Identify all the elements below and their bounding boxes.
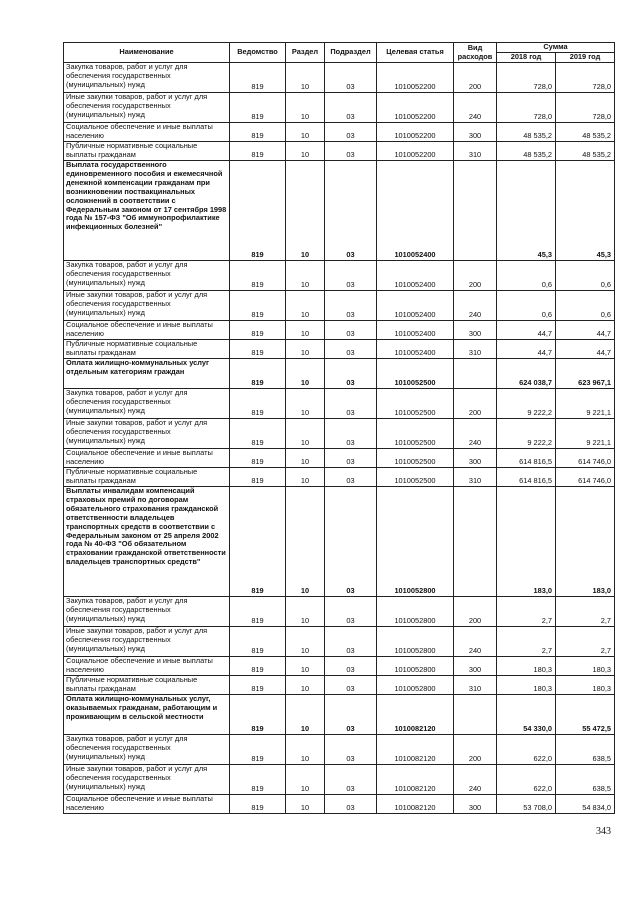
row-2019: 55 472,5 (556, 695, 615, 735)
row-kind: 310 (454, 142, 497, 161)
row-subsection: 03 (325, 63, 377, 93)
table-row (64, 123, 615, 142)
row-name: Закупка товаров, работ и услуг для обеспечения государственных (муниципальных) нужд (64, 597, 230, 627)
row-target: 1010052400 (377, 340, 454, 359)
row-2018: 180,3 (497, 676, 556, 695)
row-subsection: 03 (325, 321, 377, 340)
row-dept: 819 (230, 261, 286, 291)
row-dept: 819 (230, 795, 286, 814)
row-kind: 300 (454, 123, 497, 142)
row-dept: 819 (230, 449, 286, 468)
row-target: 1010082120 (377, 695, 454, 735)
row-name: Иные закупки товаров, работ и услуг для обеспечения государственных (муниципальных) нужд (64, 291, 230, 321)
row-dept: 819 (230, 93, 286, 123)
row-2019: 0,6 (556, 291, 615, 321)
row-target: 1010082120 (377, 765, 454, 795)
row-name: Закупка товаров, работ и услуг для обеспечения государственных (муниципальных) нужд (64, 261, 230, 291)
row-2018: 2,7 (497, 597, 556, 627)
row-2018: 614 816,5 (497, 449, 556, 468)
row-section: 10 (286, 627, 325, 657)
row-target: 1010052500 (377, 468, 454, 487)
table-row (64, 340, 615, 359)
row-dept: 819 (230, 627, 286, 657)
row-target: 1010052400 (377, 291, 454, 321)
row-section: 10 (286, 389, 325, 419)
row-subsection: 03 (325, 487, 377, 597)
row-name: Иные закупки товаров, работ и услуг для обеспечения государственных (муниципальных) нужд (64, 93, 230, 123)
row-target: 1010052200 (377, 93, 454, 123)
row-section: 10 (286, 487, 325, 597)
row-name: Выплаты инвалидам компенсаций страховых премий по договорам обязательного страхования гражданской ответственности владельцев транспортных средств в соответствии с Федеральным законом от 25 апреля 2002 года № 40-ФЗ "Об обязательном страховании гражданской ответственности владельцев транспортных средств" (64, 487, 230, 597)
row-section: 10 (286, 795, 325, 814)
row-section: 10 (286, 449, 325, 468)
row-target: 1010052500 (377, 419, 454, 449)
row-target: 1010052800 (377, 597, 454, 627)
row-kind: 300 (454, 795, 497, 814)
table-row (64, 359, 615, 389)
row-subsection: 03 (325, 261, 377, 291)
row-name: Социальное обеспечение и иные выплаты населению (64, 657, 230, 676)
row-2019: 9 221,1 (556, 389, 615, 419)
row-dept: 819 (230, 340, 286, 359)
row-kind: 240 (454, 93, 497, 123)
row-2018: 622,0 (497, 735, 556, 765)
row-section: 10 (286, 468, 325, 487)
row-2019: 638,5 (556, 735, 615, 765)
row-2019: 728,0 (556, 63, 615, 93)
row-section: 10 (286, 63, 325, 93)
row-name: Иные закупки товаров, работ и услуг для обеспечения государственных (муниципальных) нужд (64, 765, 230, 795)
document-page (63, 42, 615, 814)
row-subsection: 03 (325, 340, 377, 359)
row-2018: 9 222,2 (497, 419, 556, 449)
row-dept: 819 (230, 123, 286, 142)
row-2018: 183,0 (497, 487, 556, 597)
row-2018: 44,7 (497, 321, 556, 340)
row-dept: 819 (230, 468, 286, 487)
table-row (64, 449, 615, 468)
row-target: 1010052400 (377, 261, 454, 291)
row-subsection: 03 (325, 657, 377, 676)
row-subsection: 03 (325, 142, 377, 161)
table-row (64, 389, 615, 419)
row-2018: 44,7 (497, 340, 556, 359)
table-row (64, 161, 615, 261)
row-subsection: 03 (325, 123, 377, 142)
row-name: Социальное обеспечение и иные выплаты населению (64, 123, 230, 142)
table-row (64, 597, 615, 627)
table-row (64, 695, 615, 735)
header-kind: Вид расходов (454, 43, 497, 63)
row-subsection: 03 (325, 449, 377, 468)
header-sum: Сумма (497, 43, 615, 53)
page-number: 343 (596, 826, 611, 837)
table-row (64, 321, 615, 340)
row-kind (454, 359, 497, 389)
row-2018: 624 038,7 (497, 359, 556, 389)
row-section: 10 (286, 161, 325, 261)
row-2018: 180,3 (497, 657, 556, 676)
row-2019: 638,5 (556, 765, 615, 795)
row-dept: 819 (230, 657, 286, 676)
row-kind: 240 (454, 765, 497, 795)
budget-table (63, 42, 615, 814)
table-row (64, 261, 615, 291)
row-subsection: 03 (325, 419, 377, 449)
row-2019: 2,7 (556, 627, 615, 657)
row-2019: 54 834,0 (556, 795, 615, 814)
table-row (64, 142, 615, 161)
row-dept: 819 (230, 359, 286, 389)
row-dept: 819 (230, 765, 286, 795)
row-kind: 200 (454, 261, 497, 291)
table-row (64, 468, 615, 487)
row-kind: 300 (454, 321, 497, 340)
row-kind: 200 (454, 63, 497, 93)
row-section: 10 (286, 291, 325, 321)
row-kind: 310 (454, 676, 497, 695)
row-kind: 300 (454, 657, 497, 676)
row-2018: 0,6 (497, 261, 556, 291)
header-section: Раздел (286, 43, 325, 63)
table-row (64, 657, 615, 676)
row-kind: 310 (454, 468, 497, 487)
row-2018: 614 816,5 (497, 468, 556, 487)
row-2018: 53 708,0 (497, 795, 556, 814)
row-2018: 54 330,0 (497, 695, 556, 735)
row-section: 10 (286, 359, 325, 389)
row-section: 10 (286, 321, 325, 340)
row-2019: 614 746,0 (556, 468, 615, 487)
row-name: Оплата жилищно-коммунальных услуг отдельным категориям граждан (64, 359, 230, 389)
row-target: 1010052800 (377, 657, 454, 676)
row-subsection: 03 (325, 795, 377, 814)
row-dept: 819 (230, 597, 286, 627)
row-dept: 819 (230, 291, 286, 321)
row-dept: 819 (230, 321, 286, 340)
row-2019: 728,0 (556, 93, 615, 123)
table-row (64, 627, 615, 657)
row-subsection: 03 (325, 735, 377, 765)
table-row (64, 487, 615, 597)
row-kind: 300 (454, 449, 497, 468)
row-name: Иные закупки товаров, работ и услуг для обеспечения государственных (муниципальных) нужд (64, 419, 230, 449)
row-subsection: 03 (325, 597, 377, 627)
row-name: Социальное обеспечение и иные выплаты населению (64, 449, 230, 468)
row-kind: 200 (454, 597, 497, 627)
row-target: 1010052400 (377, 161, 454, 261)
row-2018: 48 535,2 (497, 123, 556, 142)
row-name: Публичные нормативные социальные выплаты гражданам (64, 676, 230, 695)
row-kind: 200 (454, 735, 497, 765)
row-name: Выплата государственного единовременного пособия и ежемесячной денежной компенсации гражданам при возникновении поствакцинальных осложнений в соответствии с Федеральным законом от 17 сентября 1998 года № 157-ФЗ "Об иммунопрофилактике инфекционных болезней" (64, 161, 230, 261)
row-dept: 819 (230, 695, 286, 735)
row-kind (454, 487, 497, 597)
row-target: 1010052800 (377, 627, 454, 657)
row-dept: 819 (230, 735, 286, 765)
row-kind: 200 (454, 389, 497, 419)
row-name: Закупка товаров, работ и услуг для обеспечения государственных (муниципальных) нужд (64, 63, 230, 93)
row-name: Социальное обеспечение и иные выплаты населению (64, 795, 230, 814)
row-name: Публичные нормативные социальные выплаты гражданам (64, 142, 230, 161)
table-row (64, 63, 615, 93)
row-section: 10 (286, 735, 325, 765)
row-target: 1010052500 (377, 389, 454, 419)
row-dept: 819 (230, 419, 286, 449)
row-target: 1010052200 (377, 63, 454, 93)
row-name: Закупка товаров, работ и услуг для обеспечения государственных (муниципальных) нужд (64, 735, 230, 765)
table-row (64, 676, 615, 695)
row-subsection: 03 (325, 695, 377, 735)
row-dept: 819 (230, 676, 286, 695)
row-2018: 728,0 (497, 93, 556, 123)
row-2019: 180,3 (556, 676, 615, 695)
row-name: Публичные нормативные социальные выплаты гражданам (64, 468, 230, 487)
row-target: 1010052200 (377, 142, 454, 161)
row-2019: 0,6 (556, 261, 615, 291)
row-target: 1010052500 (377, 449, 454, 468)
row-kind: 240 (454, 419, 497, 449)
row-dept: 819 (230, 487, 286, 597)
row-dept: 819 (230, 389, 286, 419)
table-row (64, 419, 615, 449)
table-row (64, 765, 615, 795)
row-subsection: 03 (325, 468, 377, 487)
row-subsection: 03 (325, 359, 377, 389)
row-2018: 48 535,2 (497, 142, 556, 161)
row-subsection: 03 (325, 676, 377, 695)
header-name: Наименование (64, 43, 230, 63)
row-section: 10 (286, 597, 325, 627)
header-subsection: Подраздел (325, 43, 377, 63)
row-section: 10 (286, 695, 325, 735)
table-row (64, 795, 615, 814)
row-subsection: 03 (325, 765, 377, 795)
row-2019: 180,3 (556, 657, 615, 676)
row-target: 1010052500 (377, 359, 454, 389)
row-name: Социальное обеспечение и иные выплаты населению (64, 321, 230, 340)
row-section: 10 (286, 261, 325, 291)
row-section: 10 (286, 93, 325, 123)
row-kind: 310 (454, 340, 497, 359)
row-section: 10 (286, 765, 325, 795)
row-2019: 9 221,1 (556, 419, 615, 449)
header-2018: 2018 год (497, 53, 556, 63)
row-2019: 44,7 (556, 340, 615, 359)
row-subsection: 03 (325, 291, 377, 321)
row-name: Иные закупки товаров, работ и услуг для обеспечения государственных (муниципальных) нужд (64, 627, 230, 657)
row-subsection: 03 (325, 93, 377, 123)
row-name: Оплата жилищно-коммунальных услуг, оказываемых гражданам, работающим и проживающим в сельской местности (64, 695, 230, 735)
row-section: 10 (286, 340, 325, 359)
row-2019: 48 535,2 (556, 123, 615, 142)
row-2018: 728,0 (497, 63, 556, 93)
row-2018: 0,6 (497, 291, 556, 321)
row-kind: 240 (454, 291, 497, 321)
row-name: Публичные нормативные социальные выплаты гражданам (64, 340, 230, 359)
row-subsection: 03 (325, 627, 377, 657)
row-section: 10 (286, 142, 325, 161)
table-row (64, 735, 615, 765)
row-2019: 614 746,0 (556, 449, 615, 468)
table-header (64, 43, 615, 63)
row-target: 1010082120 (377, 735, 454, 765)
row-2018: 622,0 (497, 765, 556, 795)
row-kind: 240 (454, 627, 497, 657)
row-2019: 183,0 (556, 487, 615, 597)
row-section: 10 (286, 657, 325, 676)
row-kind (454, 695, 497, 735)
header-2019: 2019 год (556, 53, 615, 63)
row-2019: 44,7 (556, 321, 615, 340)
row-2019: 45,3 (556, 161, 615, 261)
row-dept: 819 (230, 142, 286, 161)
row-target: 1010082120 (377, 795, 454, 814)
row-subsection: 03 (325, 161, 377, 261)
row-target: 1010052800 (377, 676, 454, 695)
row-2018: 2,7 (497, 627, 556, 657)
table-body (64, 63, 615, 814)
row-target: 1010052800 (377, 487, 454, 597)
row-2018: 9 222,2 (497, 389, 556, 419)
row-dept: 819 (230, 161, 286, 261)
row-section: 10 (286, 676, 325, 695)
row-kind (454, 161, 497, 261)
row-2019: 48 535,2 (556, 142, 615, 161)
row-target: 1010052200 (377, 123, 454, 142)
header-target: Целевая статья (377, 43, 454, 63)
row-name: Закупка товаров, работ и услуг для обеспечения государственных (муниципальных) нужд (64, 389, 230, 419)
header-dept: Ведомство (230, 43, 286, 63)
row-2018: 45,3 (497, 161, 556, 261)
row-2019: 623 967,1 (556, 359, 615, 389)
table-row (64, 291, 615, 321)
row-section: 10 (286, 123, 325, 142)
table-row (64, 93, 615, 123)
row-2019: 2,7 (556, 597, 615, 627)
row-subsection: 03 (325, 389, 377, 419)
row-section: 10 (286, 419, 325, 449)
row-dept: 819 (230, 63, 286, 93)
row-target: 1010052400 (377, 321, 454, 340)
